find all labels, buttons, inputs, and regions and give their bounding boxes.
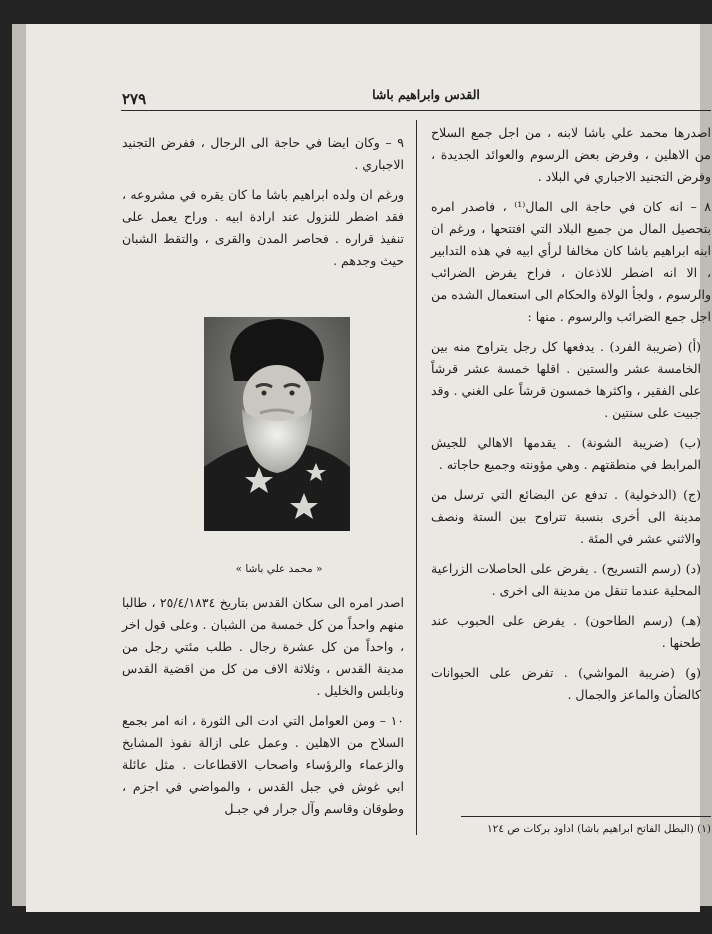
left-column-bottom <box>122 592 404 828</box>
list-item: (هـ) (رسم الطاحون) . يفرض على الحبوب عند طحنها . <box>431 613 701 650</box>
book-page <box>26 24 712 912</box>
list-item: (أ) (ضريبة الفرد) . يدفعها كل رجل يتراوح منه بين الخامسة عشر والستين . اقلها خمسة عشر قرشاً على الفقير ، واكثرها خمسون قرشاً على الغني . وقد جبيت على سنتين . <box>431 339 701 420</box>
list-item: (و) (ضريبة المواشي) . تفرض على الحيوانات كالضأن والماعز والجمال . <box>431 665 701 702</box>
portrait-illustration <box>204 317 350 531</box>
paragraph: ورغم ان ولده ابراهيم باشا ما كان يقره في مشروعه ، فقد اضطر للنزول عند ارادة ابيه . وراح يعمل على تنفيذ قراره . فحاصر المدن والقرى ، والتقط الشبان حيث وجدهم . <box>122 187 404 268</box>
paragraph: ٩ – وكان ايضا في حاجة الى الرجال ، ففرض التجنيد الاجباري . <box>122 135 404 172</box>
list-item: (ج) (الدخولية) . تدفع عن البضائع التي ترسل من مدينة الى أخرى بنسبة تتراوح بين الستة ونصف والاثني عشر في المئة . <box>431 487 701 546</box>
paragraph: ١٠ – ومن العوامل التي ادت الى الثورة ، انه امر بجمع السلاح من الاهلين . وعمل على ازالة نفوذ المشايخ والزعماء والرؤساء واصحاب الاقطاعات . مثل عائلة ابي غوش في جبل القدس ، والمواضي في اجزم ، وطوقان وقاسم وآل جرار في جبـل <box>122 713 404 816</box>
paragraph: ٨ – انه كان في حاجة الى المال⁽¹⁾ ، فاصدر امره بتحصيل المال من جميع البلاد التي افتتحها ، ورغم ان ابنه ابراهيم باشا كان مخالفا لرأي ابيه في هذه التدابير ، الا انه اضطر للاذعان ، فراح يفرض الضرائب والرسوم ، ولجأ الولاة والحكام الى استعمال الشده من اجل جمع الضرائب والرسوم . منها : <box>431 199 712 324</box>
paragraph: اصدرها محمد علي باشا لابنه ، من اجل جمع السلاح من الاهلين ، وفرض بعض الرسوم والعوائد الجديدة ، وفرض التجنيد الاجباري في البلاد . <box>431 125 711 184</box>
portrait-caption: « محمد علي باشا » <box>235 563 323 575</box>
running-header-title: القدس وابراهيم باشا <box>372 87 480 102</box>
paragraph: اصدر امره الى سكان القدس بتاريخ ٢٥/٤/١٨٣٤ ، طالبا منهم واحداً من كل خمسة من الشبان . وعلى قول اخر ، واحداً من كل عشرة رجال . طلب مئتي رجل من مدينة القدس ، وثلاثة الاف من كل من اقضية القدس ونابلس والخليل . <box>122 595 404 698</box>
column-divider <box>416 120 417 835</box>
header-rule <box>121 110 711 111</box>
portrait-photo <box>204 317 350 531</box>
right-column <box>431 122 711 714</box>
list-item: (ب) (ضريبة الشونة) . يقدمها الاهالي للجيش المرابط في منطقتهم . وهي مؤونته وجميع حاجاته . <box>431 435 701 472</box>
list-item: (د) (رسم التسريح) . يفرض على الحاصلات الزراعية المحلية عندما تنقل من مدينة الى اخرى . <box>431 561 701 598</box>
footnote-rule <box>461 816 711 817</box>
left-column-top <box>122 132 404 280</box>
page-number: ٢٧٩ <box>122 90 147 108</box>
footnote: (١) (البطل الفاتح ابراهيم باشا) اداود بركات ص ١٢٤ <box>487 823 711 835</box>
